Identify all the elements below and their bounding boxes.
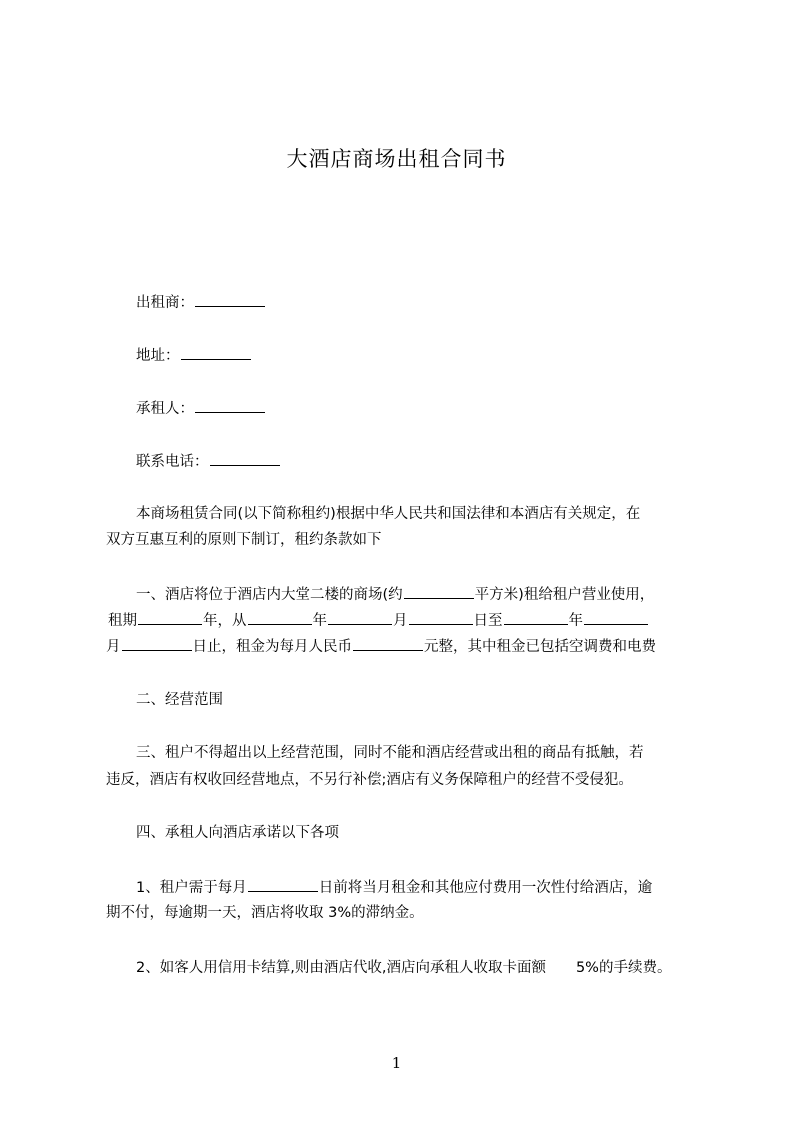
clause-1-text-b: 平方米)租给租户营业使用， <box>474 587 655 603</box>
clause-3-line-1: 三、租户不得超出以上经营范围，同时不能和酒店经营或出租的商品有抵触，若 <box>136 745 644 761</box>
item-1-line-1 <box>136 877 652 898</box>
clause-1-text-h: 年 <box>568 613 583 629</box>
end-day-blank[interactable] <box>122 636 192 651</box>
clause-1-text-a: 一、酒店将位于酒店内大堂二楼的商场(约 <box>136 587 403 603</box>
clause-1-line-3 <box>106 636 656 657</box>
phone-label: 联系电话： <box>136 454 209 470</box>
start-day-blank[interactable] <box>409 610 473 625</box>
clause-2: 二、经营范围 <box>136 692 223 708</box>
lessee-blank[interactable] <box>195 398 265 413</box>
clause-1-text-k: 元整，其中租金已包括空调费和电费 <box>424 639 656 655</box>
address-label: 地址： <box>136 348 180 364</box>
item-1-line-2: 期不付，每逾期一天，酒店将收取 3%的滞纳金。 <box>106 905 424 921</box>
clause-1-line-1 <box>136 584 654 605</box>
lessor-blank[interactable] <box>195 292 265 307</box>
lease-years-blank[interactable] <box>138 610 202 625</box>
clause-1-text-d: 年，从 <box>203 613 247 629</box>
start-month-blank[interactable] <box>328 610 392 625</box>
intro-line-1: 本商场租赁合同(以下简称租约)根据中华人民共和国法律和本酒店有关规定，在 <box>136 506 641 522</box>
start-year-blank[interactable] <box>248 610 312 625</box>
area-blank[interactable] <box>404 584 474 599</box>
clause-1-text-i: 月 <box>106 639 121 655</box>
clause-1-text-e: 年 <box>312 613 327 629</box>
item-2-text-b: 5%的手续费。 <box>575 960 672 976</box>
payment-day-blank[interactable] <box>248 877 318 892</box>
item-2-line <box>136 958 671 978</box>
clause-1-text-f: 月 <box>393 613 408 629</box>
document-title: 大酒店商场出租合同书 <box>286 147 507 171</box>
lessor-label: 出租商： <box>136 295 194 311</box>
phone-blank[interactable] <box>210 451 280 466</box>
address-field <box>136 345 252 366</box>
clause-3-line-2: 违反，酒店有权收回经营地点，不另行补偿;酒店有义务保障租户的经营不受侵犯。 <box>106 772 633 788</box>
lessee-field <box>136 398 266 419</box>
item-1-text-b: 日前将当月租金和其他应付费用一次性付给酒店，逾 <box>318 880 653 896</box>
end-year-blank[interactable] <box>504 610 568 625</box>
intro-line-2: 双方互惠互利的原则下制订，租约条款如下 <box>106 532 382 548</box>
clause-1-text-g: 日至 <box>473 613 503 629</box>
end-month-blank[interactable] <box>584 610 648 625</box>
rent-amount-blank[interactable] <box>353 636 423 651</box>
clause-4: 四、承租人向酒店承诺以下各项 <box>136 825 339 841</box>
item-1-text-a: 1、租户需于每月 <box>136 880 247 896</box>
lessee-label: 承租人： <box>136 401 194 417</box>
address-blank[interactable] <box>181 345 251 360</box>
clause-1-line-2 <box>108 610 649 631</box>
lessor-field <box>136 292 266 313</box>
phone-field <box>136 451 281 472</box>
clause-1-text-c: 租期 <box>108 613 137 629</box>
page-number: 1 <box>391 1054 402 1072</box>
item-2-text-a: 2、如客人用信用卡结算,则由酒店代收,酒店向承租人收取卡面额 <box>136 960 546 976</box>
clause-1-text-j: 日止，租金为每月人民币 <box>192 639 352 655</box>
